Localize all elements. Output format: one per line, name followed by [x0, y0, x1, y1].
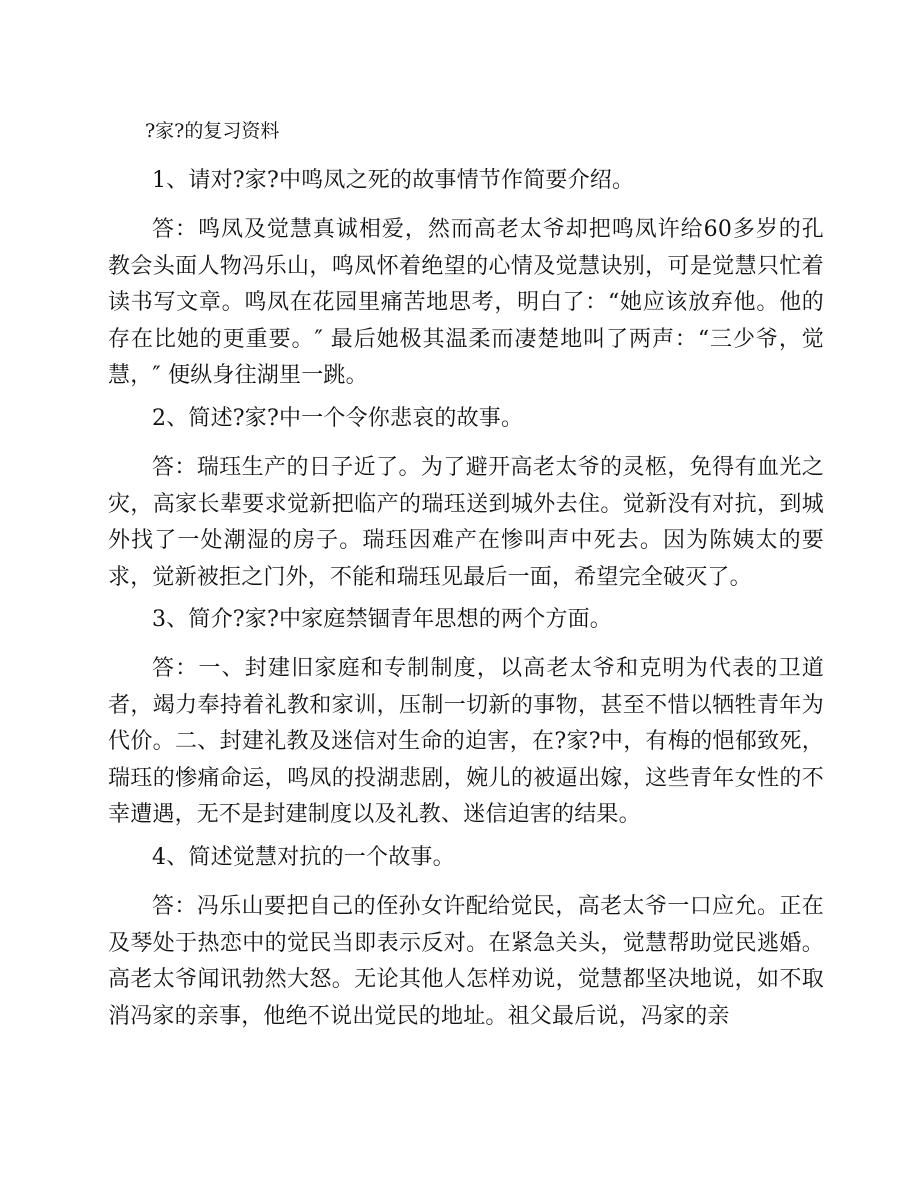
question-1: 1、请对?家?中鸣凤之死的故事情节作简要介绍。 [152, 168, 635, 193]
question-4: 4、简述觉慧对抗的一个故事。 [152, 845, 455, 870]
answer-2: 答：瑞珏生产的日子近了。为了避开高老太爷的灵柩，免得有血光之灾，高家长辈要求觉新把临产的瑞珏送到城外去住。觉新没有对抗，到城外找了一处潮湿的房子。瑞珏因难产在惨叫声中死去。因为陈姨太的要求，觉新被拒之门外，不能和瑞珏见最后一面，希望完全破灭了。 [108, 455, 824, 590]
answer-4: 答：冯乐山要把自己的侄孙女许配给觉民，高老太爷一口应允。正在及琴处于热恋中的觉民当即表示反对。在紧急关头，觉慧帮助觉民逃婚。高老太爷闻讯勃然大怒。无论其他人怎样劝说，觉慧都坚决地说，如不取消冯家的亲事，他绝不说出觉民的地址。祖父最后说，冯家的亲 [108, 894, 824, 1029]
answer-1: 答：鸣凤及觉慧真诚相爱，然而高老太爷却把鸣凤许给60多岁的孔教会头面人物冯乐山，鸣凤怀着绝望的心情及觉慧诀别，可是觉慧只忙着读书写文章。鸣凤在花园里痛苦地思考，明白了：“她应该放弃他。他的存在比她的更重要。″ 最后她极其温柔而凄楚地叫了两声：“三少爷，觉慧，″ 便纵身往湖里一跳。 [108, 217, 824, 388]
document-title: ?家?的复习资料 [145, 120, 280, 142]
question-2: 2、简述?家?中一个令你悲哀的故事。 [152, 406, 524, 431]
answer-3: 答：一、封建旧家庭和专制制度，以高老太爷和克明为代表的卫道者，竭力奉持着礼教和家训，压制一切新的事物，甚至不惜以牺牲青年为代价。二、封建礼教及迷信对生命的迫害，在?家?中，有梅的悒郁致死，瑞珏的惨痛命运，鸣凤的投湖悲剧，婉儿的被逼出嫁，这些青年女性的不幸遭遇，无不是封建制度以及礼教、迷信迫害的结果。 [108, 656, 824, 827]
question-3: 3、简介?家?中家庭禁锢青年思想的两个方面。 [152, 607, 612, 632]
